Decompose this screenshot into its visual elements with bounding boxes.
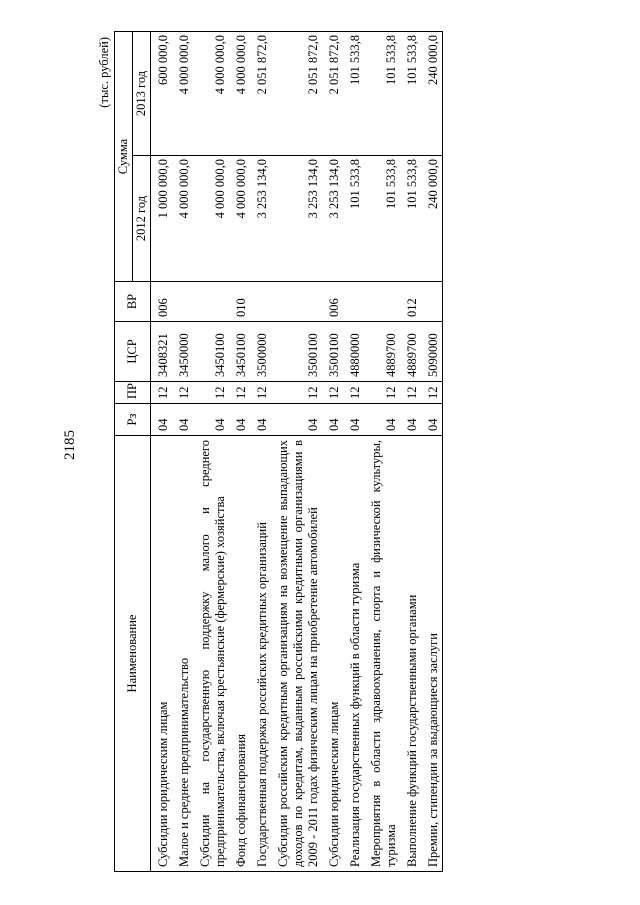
- row-csr: 5090000: [421, 322, 443, 382]
- header-sum: Сумма: [115, 32, 133, 282]
- row-sum-2012: 101 533,8: [400, 156, 421, 282]
- row-rz: 04: [151, 404, 173, 436]
- table-header: [115, 32, 151, 872]
- row-sum-2013: 101 533,8: [364, 32, 400, 156]
- row-name: Премии, стипендии за выдающиеся заслуги: [421, 436, 443, 872]
- row-csr: 4889700: [400, 322, 421, 382]
- header-name: Наименование: [115, 436, 151, 872]
- table-row: [193, 32, 229, 872]
- table-row: [271, 32, 322, 872]
- table-row: [343, 32, 364, 872]
- row-name: Субсидии юридическим лицам: [151, 436, 173, 872]
- row-sum-2013: 101 533,8: [343, 32, 364, 156]
- row-sum-2013: 4 000 000,0: [193, 32, 229, 156]
- row-rz: 04: [172, 404, 193, 436]
- row-sum-2013: 101 533,8: [400, 32, 421, 156]
- table-row: [172, 32, 193, 872]
- row-vr: [343, 282, 364, 322]
- row-vr: 010: [229, 282, 250, 322]
- row-rz: 04: [271, 404, 322, 436]
- header-year-2012: 2012 год: [133, 156, 151, 282]
- row-vr: [172, 282, 193, 322]
- row-sum-2013: 600 000,0: [151, 32, 173, 156]
- row-rz: 04: [400, 404, 421, 436]
- row-name: Выполнение функций государственными органами: [400, 436, 421, 872]
- table-row: [400, 32, 421, 872]
- row-csr: 3500100: [271, 322, 322, 382]
- row-csr: 3408321: [151, 322, 173, 382]
- row-name: Субсидии российским кредитным организациям на возмещение выпадающих доходов по кредитам, выданным российскими кредитными организациями в 2009 - 2011 годах физическим лицам на приобретение автомобилей: [271, 436, 322, 872]
- row-rz: 04: [421, 404, 443, 436]
- row-sum-2012: 1 000 000,0: [151, 156, 173, 282]
- table-row: [322, 32, 343, 872]
- page-number: 2185: [62, 430, 78, 460]
- row-csr: 3450100: [229, 322, 250, 382]
- row-name: Фонд софинансирования: [229, 436, 250, 872]
- row-sum-2012: 3 253 134,0: [271, 156, 322, 282]
- header-vr: ВР: [115, 282, 151, 322]
- header-year-2013: 2013 год: [133, 32, 151, 156]
- row-rz: 04: [193, 404, 229, 436]
- row-vr: [250, 282, 271, 322]
- row-sum-2012: 101 533,8: [364, 156, 400, 282]
- row-pr: 12: [271, 382, 322, 404]
- row-sum-2012: 3 253 134,0: [322, 156, 343, 282]
- table-row: [151, 32, 173, 872]
- row-vr: [193, 282, 229, 322]
- row-vr: [364, 282, 400, 322]
- units-label: (тыс. рублей): [97, 37, 111, 108]
- header-pr: ПР: [115, 382, 151, 404]
- row-sum-2012: 4 000 000,0: [172, 156, 193, 282]
- row-pr: 12: [193, 382, 229, 404]
- header-csr: ЦСР: [115, 322, 151, 382]
- header-rz: Рз: [115, 404, 151, 436]
- row-sum-2013: 240 000,0: [421, 32, 443, 156]
- row-name: Реализация государственных функций в области туризма: [343, 436, 364, 872]
- table-row: [229, 32, 250, 872]
- row-pr: 12: [229, 382, 250, 404]
- row-pr: 12: [151, 382, 173, 404]
- row-rz: 04: [364, 404, 400, 436]
- table-row: [421, 32, 443, 872]
- row-csr: 3450100: [193, 322, 229, 382]
- row-name: Государственная поддержка российских кредитных организаций: [250, 436, 271, 872]
- row-sum-2012: 240 000,0: [421, 156, 443, 282]
- row-vr: 006: [322, 282, 343, 322]
- row-vr: 012: [400, 282, 421, 322]
- row-pr: 12: [364, 382, 400, 404]
- row-rz: 04: [322, 404, 343, 436]
- rotated-page-content: [92, 32, 550, 872]
- row-sum-2012: 4 000 000,0: [229, 156, 250, 282]
- row-sum-2012: 101 533,8: [343, 156, 364, 282]
- table-body: [151, 32, 443, 872]
- row-pr: 12: [421, 382, 443, 404]
- row-csr: 4880000: [343, 322, 364, 382]
- row-csr: 4889700: [364, 322, 400, 382]
- row-name: Малое и среднее предпринимательство: [172, 436, 193, 872]
- row-sum-2013: 2 051 872,0: [250, 32, 271, 156]
- row-rz: 04: [343, 404, 364, 436]
- row-sum-2013: 4 000 000,0: [172, 32, 193, 156]
- row-vr: [421, 282, 443, 322]
- table-row: [250, 32, 271, 872]
- row-pr: 12: [172, 382, 193, 404]
- row-pr: 12: [322, 382, 343, 404]
- row-sum-2013: 2 051 872,0: [271, 32, 322, 156]
- row-csr: 3500000: [250, 322, 271, 382]
- row-sum-2013: 4 000 000,0: [229, 32, 250, 156]
- row-csr: 3450000: [172, 322, 193, 382]
- row-pr: 12: [250, 382, 271, 404]
- row-sum-2012: 3 253 134,0: [250, 156, 271, 282]
- table-row: [364, 32, 400, 872]
- row-name: Субсидии на государственную поддержку малого и среднего предпринимательства, включая крестьянские (фермерские) хозяйства: [193, 436, 229, 872]
- row-rz: 04: [250, 404, 271, 436]
- row-name: Мероприятия в области здравоохранения, спорта и физической культуры, туризма: [364, 436, 400, 872]
- row-pr: 12: [343, 382, 364, 404]
- row-sum-2013: 2 051 872,0: [322, 32, 343, 156]
- row-csr: 3500100: [322, 322, 343, 382]
- row-rz: 04: [229, 404, 250, 436]
- row-name: Субсидии юридическим лицам: [322, 436, 343, 872]
- budget-table: [114, 31, 443, 872]
- row-vr: 006: [151, 282, 173, 322]
- row-pr: 12: [400, 382, 421, 404]
- row-sum-2012: 4 000 000,0: [193, 156, 229, 282]
- row-vr: [271, 282, 322, 322]
